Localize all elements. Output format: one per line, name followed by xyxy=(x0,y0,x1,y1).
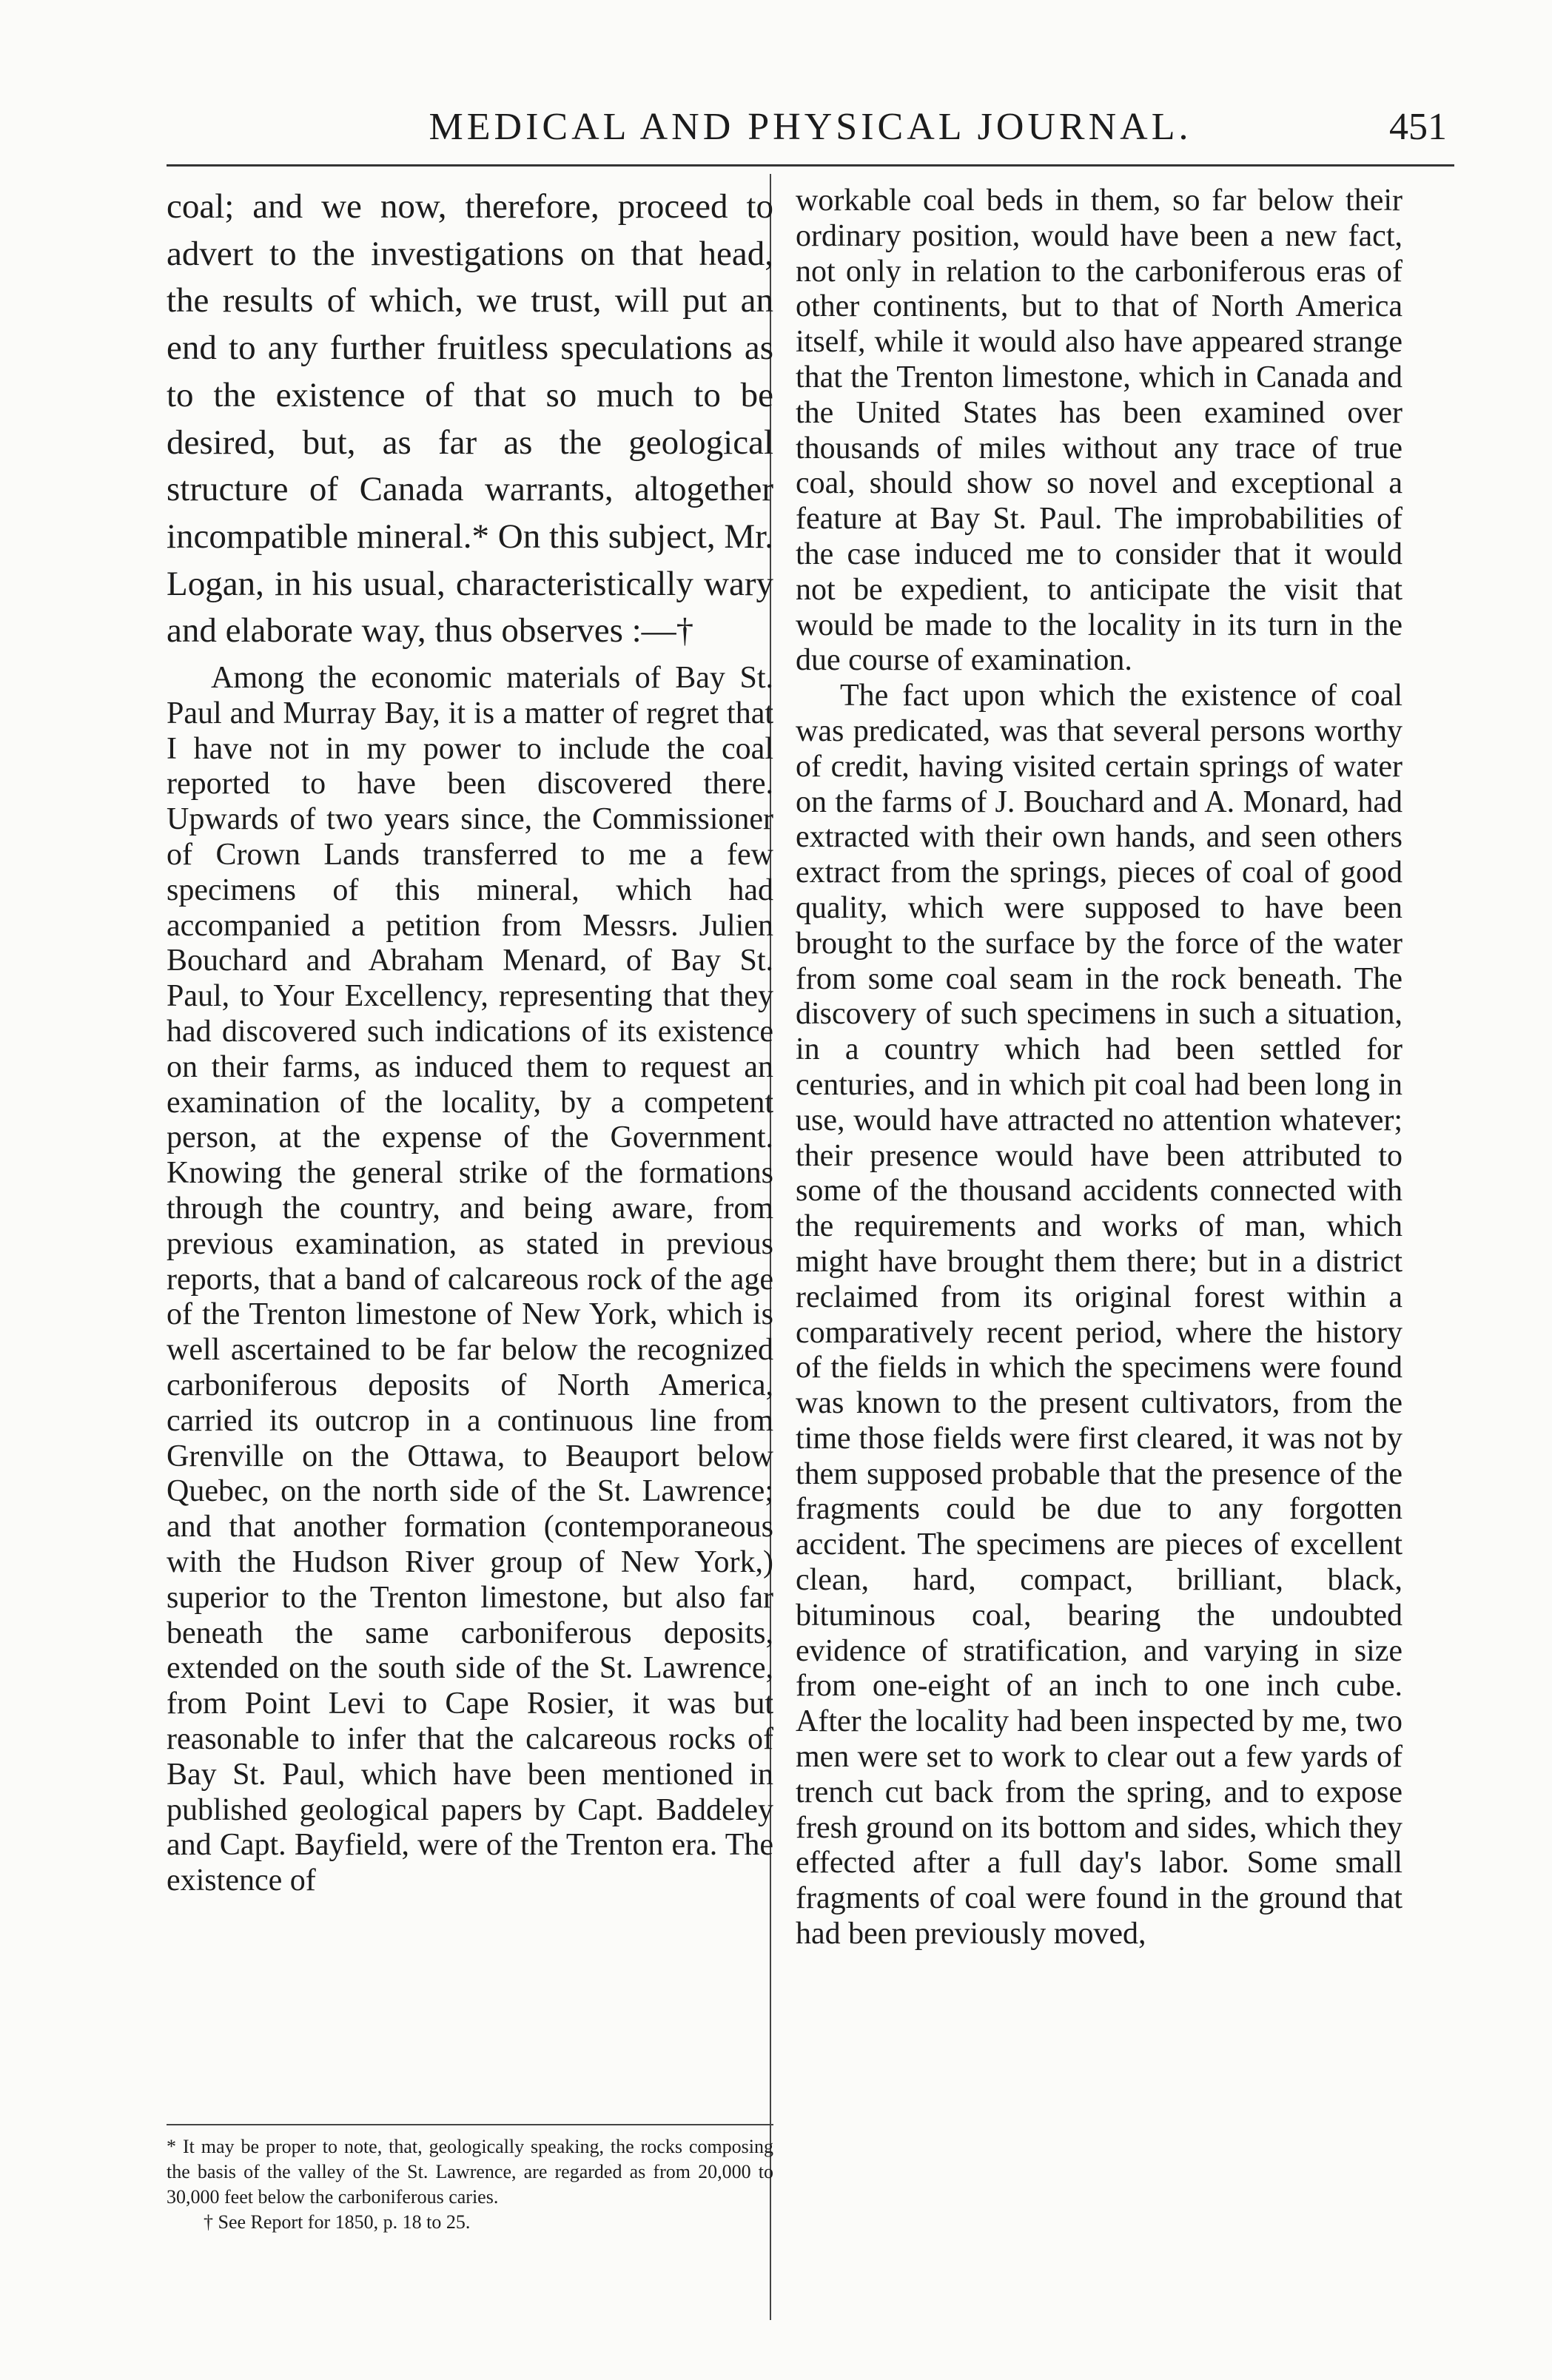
running-title: MEDICAL AND PHYSICAL JOURNAL. xyxy=(429,106,1192,148)
right-paragraph-2: The fact upon which the existence of coal was predicated, was that several persons worthy of credit, having visited certain springs of water on the farms of J. Bouchard and A. Monard, had extracted with their own hands, and seen others extract from the springs, pieces of coal of good quality, which were supposed to have been brought to the surface by the force of the water from some coal seam in the rock beneath. The discovery of such specimens in such a situation, in a country which had been settled for centuries, and in which pit coal had been long in use, would have attracted no attention whatever; their presence would have been attributed to some of the thousand accidents connected with the requirements and works of man, which might have brought them there; but in a district reclaimed from its original forest within a comparatively recent period, where the history of the fields in which the specimens were found was known to the present cultivators, from the time those fields were first cleared, it was not by them supposed probable that the presence of the fragments could be due to any forgotten accident. The specimens are pieces of excellent clean, hard, compact, brilliant, black, bituminous coal, bearing the undoubted evidence of stratification, and varying in size from one-eight of an inch to one inch cube. After the locality had been inspected by me, two men were set to work to clear out a few yards of trench cut back from the spring, and to expose fresh ground on its bottom and sides, which they effected after a full day's labor. Some small fragments of coal were found in the ground that had been previously moved, xyxy=(796,679,1402,1952)
right-column xyxy=(796,184,1402,1952)
left-column xyxy=(167,184,773,1899)
footnote-1: * It may be proper to note, that, geologically speaking, the rocks composing the basis of the valley of the St. Lawrence, are regarded as from 20,000 to 30,000 feet below the carboniferous caries. xyxy=(167,2136,773,2208)
footnotes xyxy=(167,2124,773,2235)
footnote-2: † See Report for 1850, p. 18 to 25. xyxy=(204,2211,471,2233)
intro-paragraph: coal; and we now, therefore, proceed to advert to the investigations on that head, the results of which, we trust, will put an end to any further fruitless speculations as to the existence of that so much to be desired, but, as far as the geological structure of Canada warrants, altogether incompatible mineral.* On this subject, Mr. Logan, in his usual, characteristically wary and elaborate way, thus observes :—† xyxy=(167,187,773,651)
right-paragraph-1: workable coal beds in them, so far below their ordinary position, would have been a new fact, not only in relation to the carboniferous eras of other continents, but to that of North America itself, while it would also have appeared strange that the Trenton limestone, which in Canada and the United States has been examined over thousands of miles without any trace of true coal, should show so novel and exceptional a feature at Bay St. Paul. The improbabilities of the case induced me to consider that it would not be expedient, to anticipate the visit that would be made to the locality in its turn in the due course of examination. xyxy=(796,184,1402,678)
page-header xyxy=(167,83,1454,167)
page-number: 451 xyxy=(1389,106,1447,148)
logan-quote-paragraph: Among the economic materials of Bay St. Paul and Murray Bay, it is a matter of regret that I have not in my power to include the coal reported to have been discovered there. Upwards of two years since, the Commissioner of Crown Lands transferred to me a few specimens of this mineral, which had accompanied a petition from Messrs. Julien Bouchard and Abraham Menard, of Bay St. Paul, to Your Excellency, representing that they had discovered such indications of its existence on their farms, as induced them to request an examination of the locality, by a competent person, at the expense of the Government. Knowing the general strike of the formations through the country, and being aware, from previous examination, as stated in previous reports, that a band of calcareous rock of the age of the Trenton limestone of New York, which is well ascertained to be far below the recognized carboniferous deposits of North America, carried its outcrop in a continuous line from Grenville on the Ottawa, to Beauport below Quebec, on the north side of the St. Lawrence; and that another formation (contemporaneous with the Hudson River group of New York,) superior to the Trenton limestone, but also far beneath the same carboniferous deposits, extended on the south side of the St. Lawrence, from Point Levi to Cape Rosier, it was but reasonable to infer that the calcareous rocks of Bay St. Paul, which have been mentioned in published geological papers by Capt. Baddeley and Capt. Bayfield, were of the Trenton era. The existence of xyxy=(167,661,773,1898)
